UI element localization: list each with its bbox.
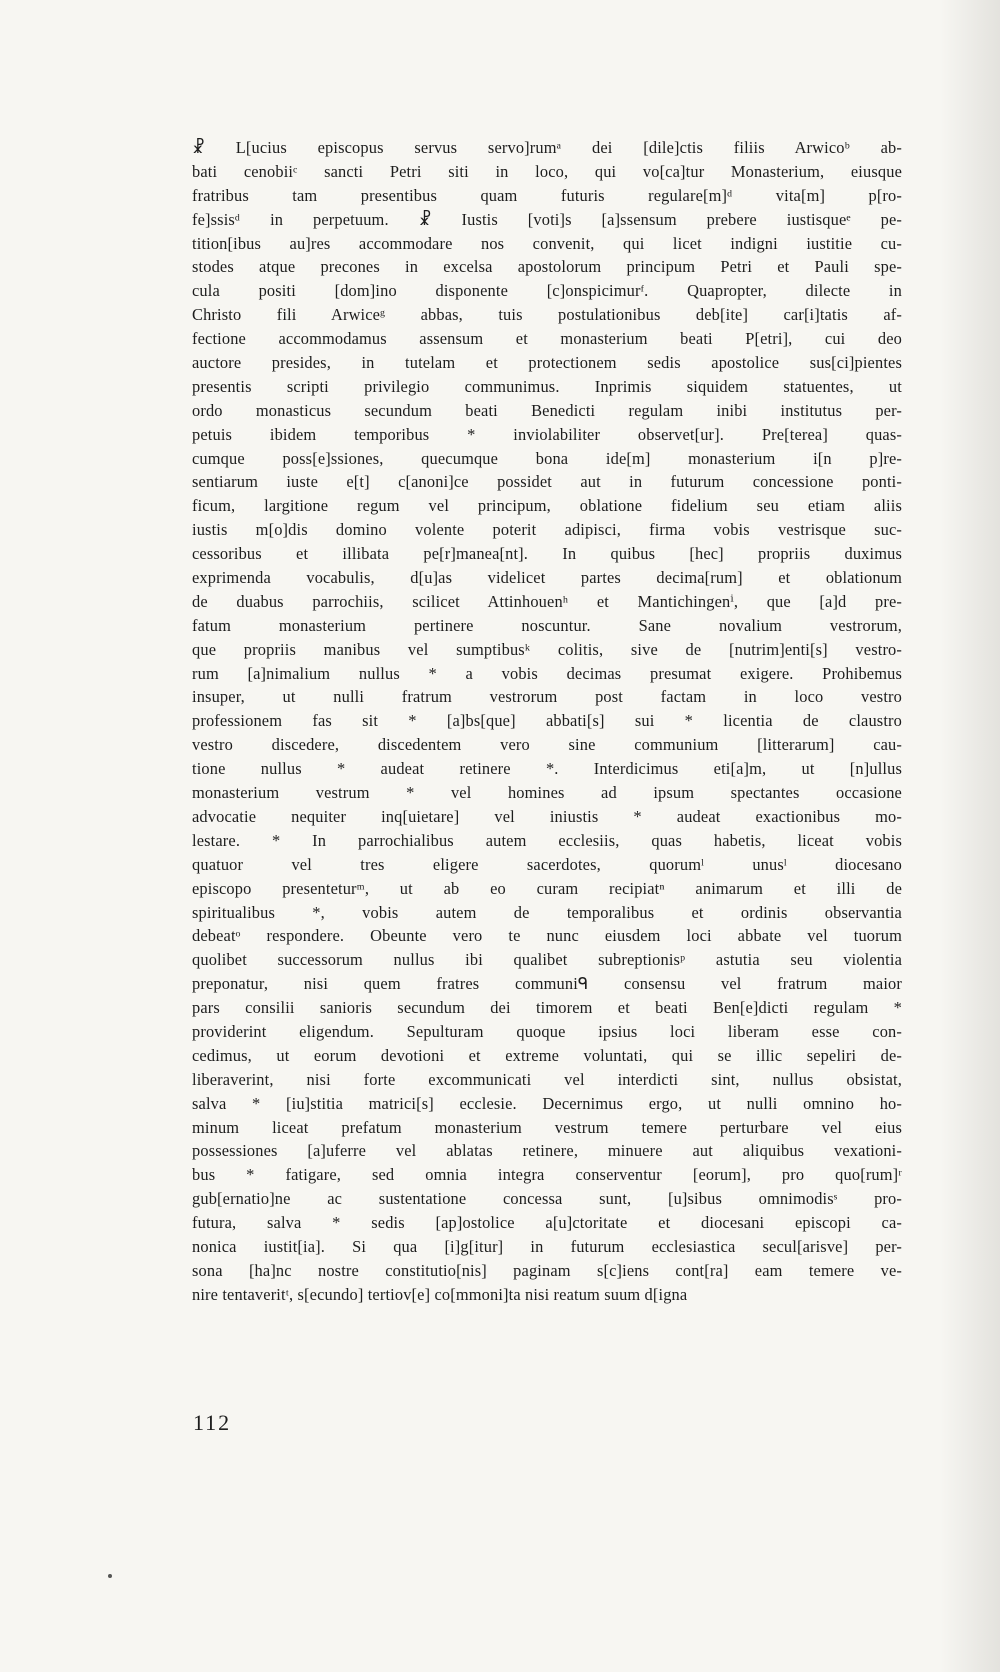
text-line: de duabus parrochiis, scilicet Attinhouenʰ et Mantichingenⁱ, que [a]d pre- [192,591,902,611]
text-line: advocatie nequiter inq[uietare] vel iniustis * audeat exactionibus mo- [192,806,902,826]
text-line: ordo monasticus secundum beati Benedicti regulam inibi institutus per- [192,400,902,420]
text-line: quolibet successorum nullus ibi qualibet subreptionisᵖ astutia seu violentia [192,950,902,970]
text-line: cedimus, ut eorum devotioni et extreme voluntati, qui se illic sepeliri de- [192,1045,902,1065]
text-line: futura, salva * sedis [ap]ostolice a[u]ctoritate et diocesani episcopi ca- [192,1213,902,1233]
text-line: cessoribus et illibata pe[r]manea[nt]. In quibus [hec] propriis duximus [192,544,902,564]
text-line: rum [a]nimalium nullus * a vobis decimas presumat exigere. Prohibemus [192,663,902,683]
text-line: cumque poss[e]ssiones, quecumque bona ide[m] monasterium i[n p]re- [192,448,902,468]
text-line: ☧ L[ucius episcopus servus servo]rumᵃ dei [dile]ctis filiis Arwicoᵇ ab- [192,138,902,157]
text-line: professionem fas sit * [a]bs[que] abbati[s] sui * licentia de claustro [192,711,902,731]
text-line: liberaverint, nisi forte excommunicati vel interdicti sint, nullus obsistat, [192,1069,902,1089]
text-line: ficum, largitione regum vel principum, oblatione fidelium seu etiam aliis [192,496,902,516]
page-edge-shadow [940,0,1000,1672]
text-line: nire tentaveritᵗ, s[ecundo] tertiov[e] co[mmoni]ta nisi reatum suum d[igna [192,1284,688,1304]
text-line: spiritualibus *, vobis autem de temporalibus et ordinis observantia [192,902,902,922]
text-line: sona [ha]nc nostre constitutio[nis] paginam s[c]iens cont[ra] eam temere ve- [192,1260,902,1280]
text-line: fatum monasterium pertinere noscuntur. Sane novalium vestrorum, [192,615,902,635]
text-line: fe]ssisᵈ in perpetuum. ☧ Iustis [voti]s [a]ssensum prebere iustisqueᵉ pe- [192,209,902,229]
body-text [192,136,902,1307]
text-line: insuper, ut nulli fratrum vestrorum post factam in loco vestro [192,687,902,707]
text-line: sentiarum iuste e[t] c[anoni]ce possidet aut in futurum concessione ponti- [192,472,902,492]
text-line: possessiones [a]uferre vel ablatas retinere, minuere aut aliquibus vexationi- [192,1141,902,1161]
text-line: stodes atque precones in excelsa apostolorum principum Petri et Pauli spe- [192,257,902,277]
text-line: exprimenda vocabulis, d[u]as videlicet partes decima[rum] et oblationum [192,568,902,588]
text-line: nonica iustit[ia]. Si qua [i]g[itur] in futurum ecclesiastica secul[arisve] per- [192,1236,902,1256]
text-line: debeatᵒ respondere. Obeunte vero te nunc eiusdem loci abbate vel tuorum [192,926,902,946]
text-line: fratribus tam presentibus quam futuris regulare[m]ᵈ vita[m] p[ro- [192,185,902,205]
text-line: auctore presides, in tutelam et protectionem sedis apostolice sus[ci]pientes [192,353,902,373]
text-line: fectione accommodamus assensum et monasterium beati P[etri], cui deo [192,329,902,349]
text-line: bus * fatigare, sed omnia integra conserventur [eorum], pro quo[rum]ʳ [192,1165,902,1185]
page-number: 112 [193,1410,232,1435]
text-line: vestro discedere, discedentem vero sine communium [litterarum] cau- [192,735,902,755]
text-line: lestare. * In parrochialibus autem ecclesiis, quas habetis, liceat vobis [192,830,902,850]
text-line: episcopo presenteturᵐ, ut ab eo curam recipiatⁿ animarum et illi de [192,878,902,898]
text-line: presentis scripti privilegio communimus. Inprimis siquidem statuentes, ut [192,376,902,396]
text-line: quatuor vel tres eligere sacerdotes, quorumˡ unusˡ diocesano [192,854,902,874]
text-line: preponatur, nisi quem fratres communiᑫ consensu vel fratrum maior [192,974,902,994]
text-line: cula positi [dom]ino disponente [c]onspicimurᶠ. Quapropter, dilecte in [192,281,902,301]
text-line: iustis m[o]dis domino volente poterit adipisci, firma vobis vestrisque suc- [192,520,902,540]
text-line: tition[ibus au]res accommodare nos convenit, qui licet indigni iustitie cu- [192,233,902,253]
text-line: salva * [iu]stitia matrici[s] ecclesie. Decernimus ergo, ut nulli omnino ho- [192,1093,902,1113]
scan-speck [108,1574,112,1578]
text-line: tione nullus * audeat retinere *. Interdicimus eti[a]m, ut [n]ullus [192,759,902,779]
text-line: bati cenobiiᶜ sancti Petri siti in loco, qui vo[ca]tur Monasterium, eiusque [192,161,902,181]
text-line: minum liceat prefatum monasterium vestrum temere perturbare vel eius [192,1117,902,1137]
text-line: que propriis manibus vel sumptibusᵏ colitis, sive de [nutrim]enti[s] vestro- [192,639,902,659]
text-line: petuis ibidem temporibus * inviolabiliter observet[ur]. Pre[terea] quas- [192,424,902,444]
text-line: monasterium vestrum * vel homines ad ipsum spectantes occasione [192,783,902,803]
text-line: providerint eligendum. Sepulturam quoque ipsius loci liberam esse con- [192,1021,902,1041]
text-line: pars consilii sanioris secundum dei timorem et beati Ben[e]dicti regulam * [192,998,902,1018]
text-line: gub[ernatio]ne ac sustentatione concessa sunt, [u]sibus omnimodisˢ pro- [192,1189,902,1209]
text-line: Christo fili Arwiceᵍ abbas, tuis postulationibus deb[ite] car[i]tatis af- [192,305,902,325]
